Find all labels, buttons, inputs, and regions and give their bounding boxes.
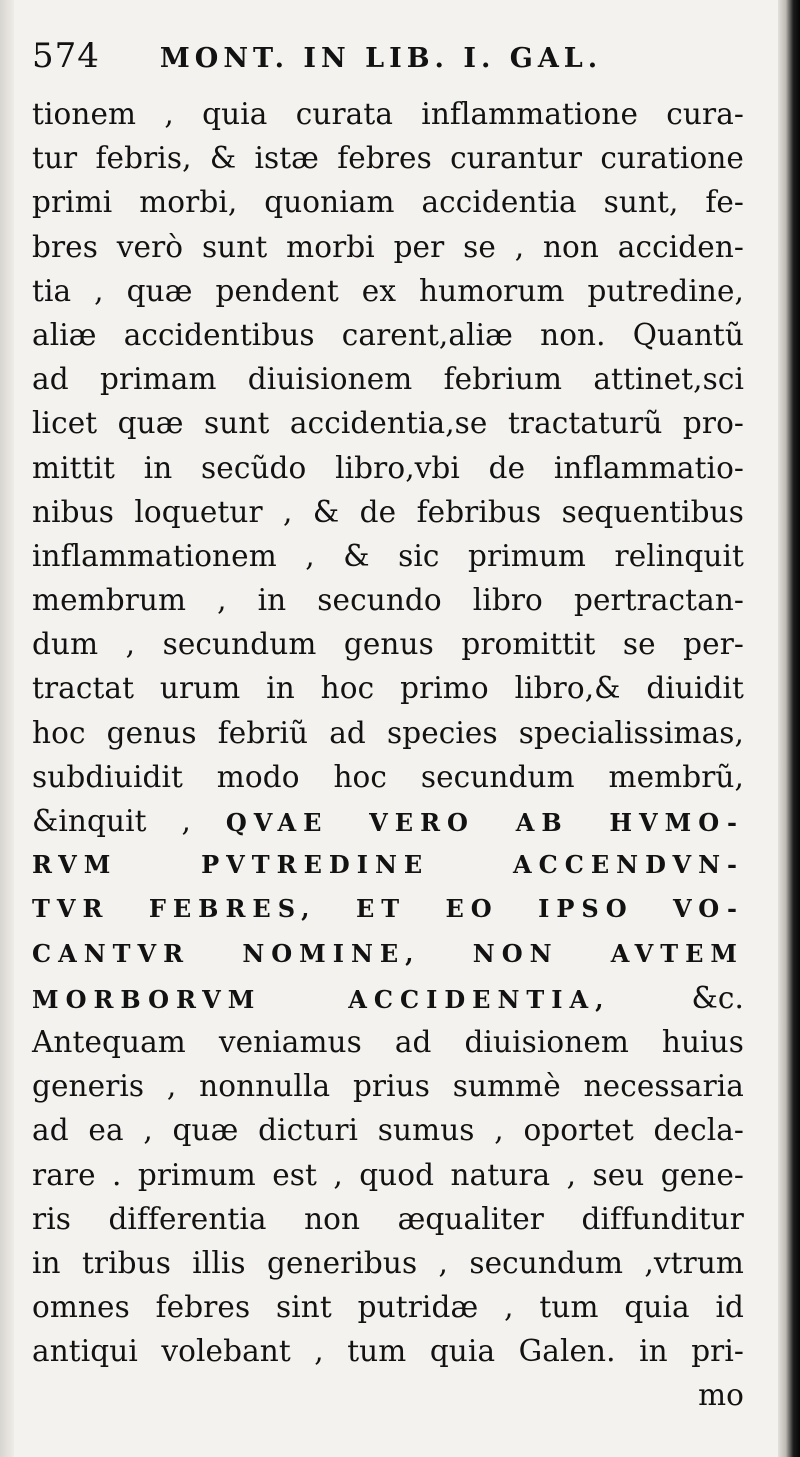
quotation-start-line [32, 799, 744, 843]
text-line: in tribus illis generibus , secundum ,vtrum [32, 1245, 744, 1280]
quotation-caps: MORBORVM ACCIDENTIA, [32, 984, 611, 1014]
text-line: tionem , quia curata inflammatione cura- [32, 97, 744, 131]
text-line: primi morbi, quoniam accidentia sunt, fe- [32, 185, 744, 220]
text-line: ris differentia non æqualiter diffunditur [32, 1201, 744, 1236]
text-line: ad primam diuisionem febrium attinet,sci [32, 362, 744, 397]
scan-right-edge [778, 0, 800, 1457]
running-head [32, 36, 744, 90]
text-line: subdiuidit modo hoc secundum membrũ, [32, 759, 744, 794]
page-number: 574 [32, 36, 100, 76]
text-line: antiqui volebant , tum quia Galen. in pri- [32, 1334, 744, 1369]
text-line: membrum , in secundo libro pertractan- [32, 583, 744, 618]
text-line: generis , nonnulla prius summè necessaria [32, 1069, 744, 1104]
text-line: omnes febres sint putridæ , tum quia id [32, 1290, 744, 1325]
text-line: bres verò sunt morbi per se , non acciden- [32, 229, 744, 264]
quotation-line: TVR FEBRES, ET EO IPSO VO- [32, 894, 744, 924]
text-line: mittit in secũdo libro,vbi de inflammatio- [32, 450, 744, 485]
running-title: MONT. IN LIB. I. GAL. [159, 43, 603, 74]
quotation-line: CANTVR NOMINE, NON AVTEM [32, 938, 744, 968]
text-line: licet quæ sunt accidentia,se tractaturũ pro- [32, 406, 744, 441]
text-line: rare . primum est , quod natura , seu gene- [32, 1157, 744, 1192]
body-text [32, 92, 744, 1418]
quotation-end-line [32, 976, 744, 1020]
scan-left-margin [0, 0, 14, 1457]
catchword: mo [698, 1378, 744, 1413]
quotation-lead: &inquit , [32, 804, 191, 838]
text-line: nibus loquetur , & de febribus sequentibus [32, 494, 744, 529]
quotation-caps: QVAE VERO AB HVMO- [225, 808, 744, 837]
text-line: tia , quæ pendent ex humorum putredine, [32, 273, 744, 308]
text-line: tractat urum in hoc primo libro,& diuidit [32, 671, 744, 706]
text-line: inflammationem , & sic primum relinquit [32, 538, 744, 573]
text-line: hoc genus febriũ ad species specialissimas, [32, 715, 744, 750]
text-line: aliæ accidentibus carent,aliæ non. Quantũ [32, 317, 744, 352]
quotation-tail: &c. [691, 980, 745, 1015]
text-line: dum , secundum genus promittit se per- [32, 627, 744, 662]
quotation-line: RVM PVTREDINE ACCENDVN- [32, 850, 744, 880]
text-line: ad ea , quæ dicturi sumus , oportet decla- [32, 1113, 744, 1148]
text-line: Antequam veniamus ad diuisionem huius [32, 1024, 744, 1059]
book-page [32, 36, 744, 1418]
text-line: tur febris, & istæ febres curantur curatione [32, 141, 744, 176]
